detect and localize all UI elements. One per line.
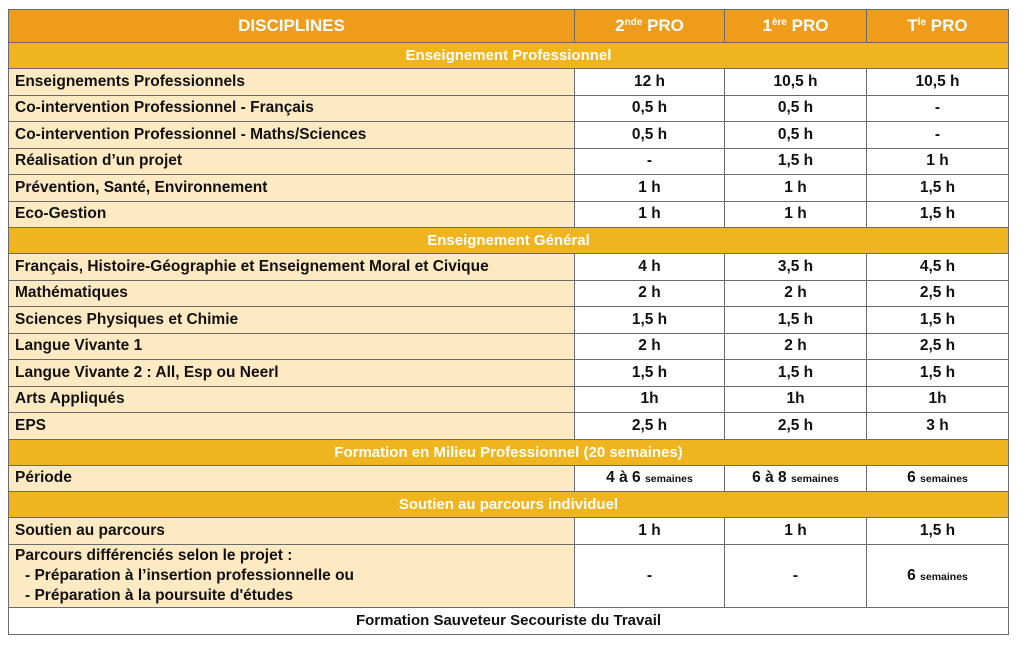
cell-value: - bbox=[867, 122, 1009, 149]
cell-value: 4,5 h bbox=[867, 254, 1009, 281]
table-row bbox=[9, 280, 1009, 307]
cell-value: 0,5 h bbox=[725, 122, 867, 149]
section-row bbox=[9, 228, 1009, 254]
cell-value: 3,5 h bbox=[725, 254, 867, 281]
cell-value: 1 h bbox=[575, 518, 725, 545]
cell-value: 4 h bbox=[575, 254, 725, 281]
cell-value: 2,5 h bbox=[867, 280, 1009, 307]
cell-value: 1,5 h bbox=[575, 360, 725, 387]
table-row bbox=[9, 333, 1009, 360]
cell-value: 1,5 h bbox=[725, 360, 867, 387]
header-tle-pro: $T^{le}$ PRO bbox=[867, 10, 1009, 43]
table-row bbox=[9, 544, 1009, 607]
header-1ere-pro: 1ère PRO bbox=[725, 10, 867, 43]
cell-value: 10,5 h bbox=[725, 69, 867, 96]
table-row bbox=[9, 201, 1009, 228]
table-row bbox=[9, 386, 1009, 413]
cell-value: 2,5 h bbox=[867, 333, 1009, 360]
table-row bbox=[9, 360, 1009, 387]
cell-value: 1 h bbox=[575, 175, 725, 202]
table-row bbox=[9, 465, 1009, 492]
cell-value: 1,5 h bbox=[867, 518, 1009, 545]
row-label: Mathématiques bbox=[9, 280, 575, 307]
label-line: - Préparation à l’insertion professionnelle ou bbox=[25, 566, 355, 584]
table-row bbox=[9, 413, 1009, 440]
cell-value: 1,5 h bbox=[867, 201, 1009, 228]
cell-value: 2,5 h bbox=[575, 413, 725, 440]
cell-value: 1,5 h bbox=[867, 360, 1009, 387]
schedule-table-container bbox=[8, 9, 1008, 635]
table-row bbox=[9, 175, 1009, 202]
cell-value: 1,5 h bbox=[575, 307, 725, 334]
cell-value: - bbox=[575, 544, 725, 607]
cell-value: 1 h bbox=[867, 148, 1009, 175]
row-label: Soutien au parcours bbox=[9, 518, 575, 545]
section-title-general: Enseignement Général bbox=[9, 228, 1009, 254]
footer-row bbox=[9, 607, 1009, 634]
section-row bbox=[9, 492, 1009, 518]
cell-value: 1h bbox=[867, 386, 1009, 413]
row-label: Sciences Physiques et Chimie bbox=[9, 307, 575, 334]
cell-value: 3 h bbox=[867, 413, 1009, 440]
cell-value: 1,5 h bbox=[867, 307, 1009, 334]
general-rows bbox=[9, 254, 1009, 440]
row-label: Enseignements Professionnels bbox=[9, 69, 575, 96]
cell-value: 1h bbox=[575, 386, 725, 413]
header-2nde-pro: 2nde PRO bbox=[575, 10, 725, 43]
row-label: Co-intervention Professionnel - Français bbox=[9, 95, 575, 122]
row-label: Réalisation d’un projet bbox=[9, 148, 575, 175]
row-label: Co-intervention Professionnel - Maths/Sciences bbox=[9, 122, 575, 149]
cell-value: 1 h bbox=[725, 518, 867, 545]
cell-value: 1 h bbox=[725, 201, 867, 228]
row-label: Période bbox=[9, 465, 575, 492]
cell-value: 1 h bbox=[575, 201, 725, 228]
label-line: Parcours différenciés selon le projet : bbox=[15, 546, 293, 564]
row-label: EPS bbox=[9, 413, 575, 440]
table-row bbox=[9, 307, 1009, 334]
row-label: Français, Histoire-Géographie et Enseignement Moral et Civique bbox=[9, 254, 575, 281]
row-label: Arts Appliqués bbox=[9, 386, 575, 413]
professional-rows bbox=[9, 69, 1009, 228]
cell-value: 0,5 h bbox=[575, 122, 725, 149]
table-row bbox=[9, 254, 1009, 281]
cell-value: 1h bbox=[725, 386, 867, 413]
label-line: - Préparation à la poursuite d'études bbox=[25, 586, 294, 604]
cell-value: 1,5 h bbox=[725, 148, 867, 175]
cell-value: 1 h bbox=[725, 175, 867, 202]
cell-value: 10,5 h bbox=[867, 69, 1009, 96]
footer-text: Formation Sauveteur Secouriste du Travail bbox=[9, 607, 1009, 634]
row-label: Prévention, Santé, Environnement bbox=[9, 175, 575, 202]
cell-value: 1,5 h bbox=[867, 175, 1009, 202]
table-row bbox=[9, 95, 1009, 122]
cell-value: - bbox=[725, 544, 867, 607]
section-title-soutien: Soutien au parcours individuel bbox=[9, 492, 1009, 518]
cell-value: 6 à 8 semaines bbox=[725, 465, 867, 492]
table-row bbox=[9, 148, 1009, 175]
cell-value: 12 h bbox=[575, 69, 725, 96]
section-row bbox=[9, 43, 1009, 69]
row-label bbox=[9, 544, 575, 607]
cell-value: 2 h bbox=[725, 333, 867, 360]
cell-value: 1,5 h bbox=[725, 307, 867, 334]
cell-value: 4 à 6 semaines bbox=[575, 465, 725, 492]
cell-value: 2,5 h bbox=[725, 413, 867, 440]
table-row bbox=[9, 69, 1009, 96]
table-row bbox=[9, 122, 1009, 149]
schedule-table bbox=[8, 9, 1009, 635]
cell-value: 0,5 h bbox=[575, 95, 725, 122]
cell-value: 2 h bbox=[575, 280, 725, 307]
row-label: Langue Vivante 2 : All, Esp ou Neerl bbox=[9, 360, 575, 387]
section-title-pfmp: Formation en Milieu Professionnel (20 semaines) bbox=[9, 439, 1009, 465]
cell-value: 0,5 h bbox=[725, 95, 867, 122]
section-row bbox=[9, 439, 1009, 465]
row-label: Eco-Gestion bbox=[9, 201, 575, 228]
header-row bbox=[9, 10, 1009, 43]
cell-value: - bbox=[867, 95, 1009, 122]
cell-value: 2 h bbox=[575, 333, 725, 360]
row-label: Langue Vivante 1 bbox=[9, 333, 575, 360]
cell-value: 6 semaines bbox=[867, 544, 1009, 607]
cell-value: 6 semaines bbox=[867, 465, 1009, 492]
table-row bbox=[9, 518, 1009, 545]
cell-value: 2 h bbox=[725, 280, 867, 307]
header-disciplines: DISCIPLINES bbox=[9, 10, 575, 43]
cell-value: - bbox=[575, 148, 725, 175]
section-title-professionnel: Enseignement Professionnel bbox=[9, 43, 1009, 69]
